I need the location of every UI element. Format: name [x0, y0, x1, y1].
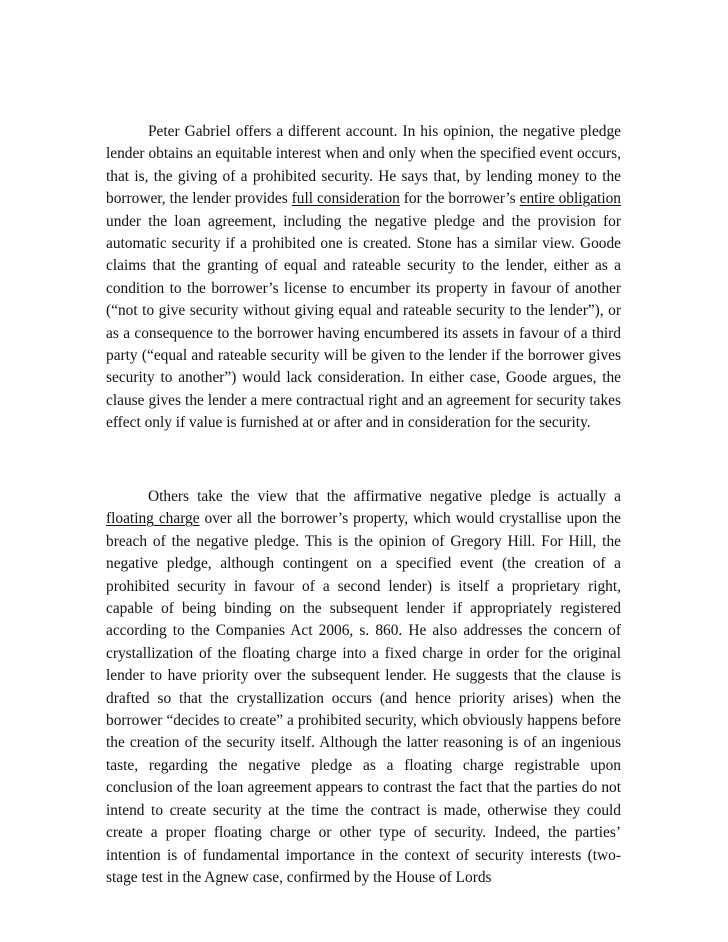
underlined-floating-charge: floating charge — [106, 510, 200, 528]
underlined-entire-obligation: entire obligation — [519, 190, 621, 208]
paragraph-2-text-b: over all the borrower’s property, which would crystallise upon the breach of the negative pledge. This is the opinion of Gregory Hill. For Hill, the negative pledge, although contingent on a specified event (the creation of a prohibited security in favour of a second lender) is itself a proprietary right, capable of being binding on the subsequent lender if appropriately registered according to the Companies Act 2006, s. 860. He also addresses the concern of crystallization of the floating charge into a fixed charge in order for the original lender to have priority over the subsequent lender. He suggests that the clause is drafted so that the crystallization occurs (and hence priority arises) when the borrower “decides to create” a prohibited security, which obviously happens before the creation of the security itself. Although the latter reasoning is of an ingenious taste, regarding the negative pledge as a floating charge registrable upon conclusion of the loan agreement appears to contrast the fact that the parties do not intend to create security at the time the contract is made, otherwise they could create a proper floating charge or other type of security. Indeed, the parties’ intention is of fundamental importance in the context of security interests (two-stage test in the Agnew case, confirmed by the House of Lords — [106, 510, 621, 886]
paragraph-floating-charge-view — [106, 486, 621, 889]
underlined-full-consideration: full consideration — [291, 190, 400, 208]
paragraph-gabriel-account — [106, 121, 621, 435]
paragraph-1-text-a: Peter Gabriel offers a different account. In his opinion, the negative pledge lender obtains an equitable interest when and only when the specified event occurs, that is, the giving of a prohibited security. He says that, by lending money to the borrower, the lender provides — [106, 123, 621, 208]
paragraph-1-text-c: under the loan agreement, including the negative pledge and the provision for automatic security if a prohibited one is created. Stone has a similar view. Goode claims that the granting of equal and rateable security to the lender, either as a condition to the borrower’s license to encumber its property in favour of another (“not to give security without giving equal and rateable security to the lender”), or as a consequence to the borrower having encumbered its assets in favour of a third party (“equal and rateable security will be given to the lender if the borrower gives security to another”) would lack consideration. In either case, Goode argues, the clause gives the lender a mere contractual right and an agreement for security takes effect only if value is furnished at or after and in consideration for the security. — [106, 212, 621, 432]
paragraph-1-text-b: for the borrower’s — [399, 190, 520, 208]
paragraph-2-text-a: Others take the view that the affirmative negative pledge is actually a — [148, 488, 621, 505]
